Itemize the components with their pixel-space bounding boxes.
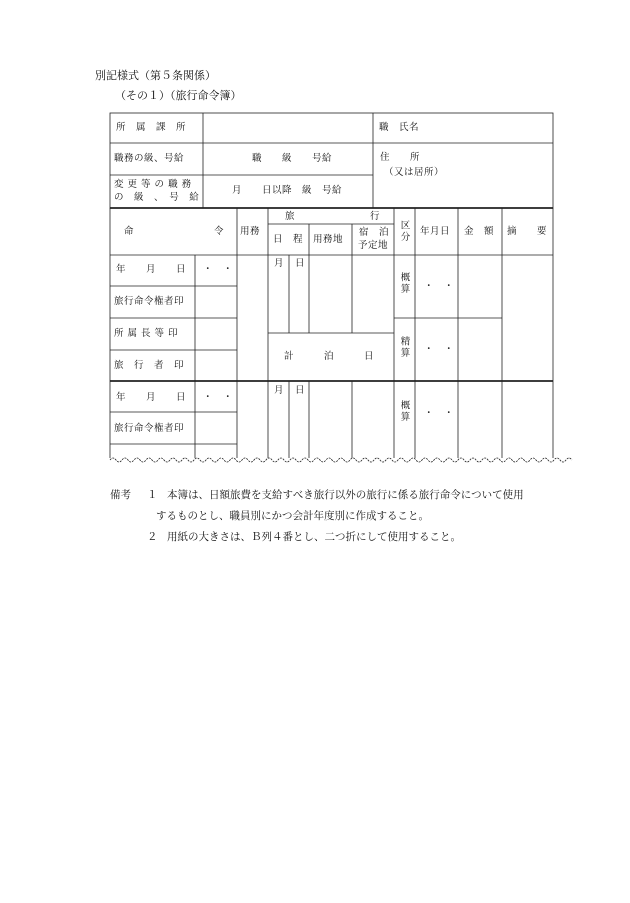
col-remarks: 摘 要 [507,226,548,237]
position-label: 職 氏名 [379,122,420,133]
row2-date-dots: ・ ・ [203,392,234,403]
settle-dots: ・ ・ [424,344,455,355]
chief-seal-label: 所 属 長 等 印 [114,328,179,339]
estimate-dots: ・ ・ [424,281,455,292]
note-2-number: ２ [147,531,158,543]
col-travel-2: 行 [370,211,381,222]
schedule-day: 日 [295,258,306,269]
address-sub: （又は居所） [384,167,445,178]
form-subtitle: （その１）（旅行命令簿） [115,89,242,102]
settle-label: 精算 [398,336,410,359]
form-label: 別記様式（第５条関係） [95,69,216,82]
grade-label: 職務の級、号給 [114,153,185,164]
note-1-text-a: 本簿は、日額旅費を支給すべき旅行以外の旅行に係る旅行命令について使用 [167,489,524,501]
col-amount: 金 額 [464,226,495,237]
col-schedule: 日 程 [273,234,304,245]
change-label-2: の 級 、 号 給 [114,192,200,203]
estimate-label-2: 概算 [398,400,410,423]
row-date-label: 年 月 日 [116,264,187,275]
col-place: 用務地 [313,234,344,245]
change-value: 月 日以降 級 号給 [232,185,343,196]
col-lodging-2: 予定地 [358,240,389,251]
row2-date-label: 年 月 日 [116,392,187,403]
col-travel: 旅 [285,211,296,222]
authority-seal-label: 旅行命令権者印 [114,296,185,307]
grade-value: 職 級 号給 [252,153,333,164]
note-2-text: 用紙の大きさは、Ｂ列４番とし、二つ折にして使用すること。 [167,531,461,543]
estimate-label: 概算 [398,272,410,295]
col-order-2: 令 [214,226,225,237]
traveler-seal-label: 旅 行 者 印 [114,360,185,371]
nights-total: 計 泊 日 [284,351,375,362]
change-label-1: 変 更 等 の 職 務 [114,179,192,190]
note-1-number: １ [147,489,158,501]
schedule-day-2: 日 [295,385,306,396]
note-1-text-b: するものとし、職員別にかつ会計年度別に作成すること。 [156,510,429,522]
col-purpose: 用務 [240,226,261,237]
row-date-dots: ・ ・ [203,264,234,275]
col-date: 年月日 [420,226,451,237]
schedule-month-2: 月 [274,385,285,396]
col-order: 命 [124,226,135,237]
schedule-month: 月 [274,258,285,269]
col-lodging-1: 宿 泊 [359,227,390,238]
affiliation-label: 所 属 課 所 [116,122,187,133]
estimate-dots-2: ・ ・ [424,408,455,419]
authority-seal-label-2: 旅行命令権者印 [114,423,185,434]
address-label: 住 所 [380,152,421,163]
notes-label: 備考 [110,489,131,501]
col-category: 区分 [398,220,410,243]
